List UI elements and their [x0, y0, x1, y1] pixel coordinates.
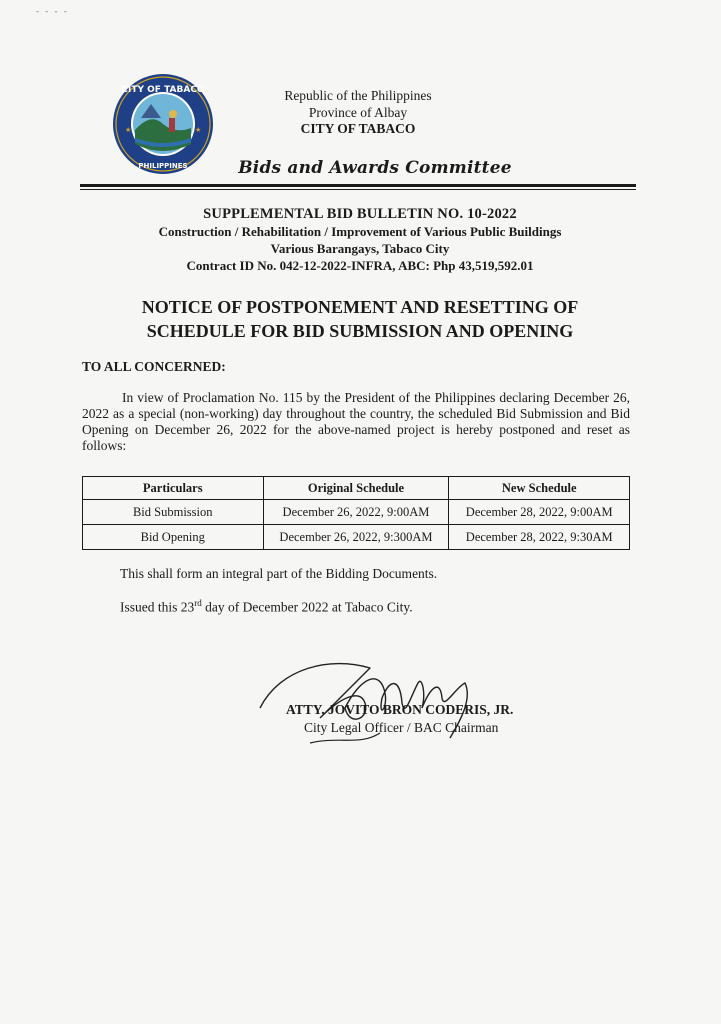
body-paragraph: In view of Proclamation No. 115 by the President of the Philippines declaring December 26, 2022 as a special (non-working) day throughout the country, the scheduled Bid Submission and Bid Opening on December 26, 2022 for the above-named project is hereby postponed and reset as follows: — [82, 390, 630, 453]
letterhead — [258, 88, 458, 138]
bulletin-block — [80, 206, 640, 274]
committee-title: Bids and Awards Committee — [238, 158, 512, 178]
header-original-schedule: Original Schedule — [263, 477, 449, 500]
bulletin-number: SUPPLEMENTAL BID BULLETIN NO. 10-2022 — [203, 206, 517, 222]
signatory-name: ATTY. JOVITO BRON CODERIS, JR. — [286, 702, 514, 717]
cell-original: December 26, 2022, 9:300AM — [263, 525, 449, 550]
cell-new: December 28, 2022, 9:30AM — [449, 525, 630, 550]
issued-statement — [120, 598, 413, 616]
seal-star-right: ★ — [195, 126, 202, 134]
contract-id: Contract ID No. 042-12-2022-INFRA, ABC: Php 43,519,592.01 — [186, 258, 534, 273]
seal-bottom-text: PHILIPPINES — [138, 162, 188, 170]
notice-line-2: SCHEDULE FOR BID SUBMISSION AND OPENING — [146, 321, 574, 341]
issued-ordinal: rd — [194, 598, 202, 608]
table-header-row — [83, 477, 630, 500]
header-rule-thick — [80, 184, 636, 187]
notice-line-1: NOTICE OF POSTPONEMENT AND RESETTING OF — [141, 297, 579, 317]
header-new-schedule: New Schedule — [449, 477, 630, 500]
cell-new: December 28, 2022, 9:00AM — [449, 500, 630, 525]
republic-line: Republic of the Philippines — [284, 88, 432, 103]
header-rule-thin — [80, 189, 636, 190]
project-title: Construction / Rehabilitation / Improvement of Various Public Buildings — [158, 224, 562, 239]
table-row — [83, 525, 630, 550]
signatory-title: City Legal Officer / BAC Chairman — [304, 720, 499, 735]
province-line: Province of Albay — [308, 104, 408, 120]
seal-star-left: ★ — [125, 126, 132, 134]
issued-before: Issued this 23 — [120, 599, 195, 615]
cell-original: December 26, 2022, 9:00AM — [263, 500, 449, 525]
scan-mark: - - - - — [36, 6, 69, 16]
salutation: TO ALL CONCERNED: — [82, 359, 226, 374]
integral-statement: This shall form an integral part of the Bidding Documents. — [120, 566, 438, 581]
cell-particulars: Bid Submission — [83, 500, 264, 525]
header-particulars: Particulars — [83, 477, 264, 500]
project-location: Various Barangays, Tabaco City — [270, 241, 450, 256]
notice-heading — [80, 295, 640, 343]
city-line: CITY OF TABACO — [300, 121, 416, 136]
seal-top-text: CITY OF TABACO — [121, 85, 205, 95]
cell-particulars: Bid Opening — [83, 525, 264, 550]
schedule-table — [82, 476, 630, 550]
table-row — [83, 500, 630, 525]
city-seal-icon — [111, 72, 215, 176]
issued-after: day of December 2022 at Tabaco City. — [201, 599, 413, 615]
